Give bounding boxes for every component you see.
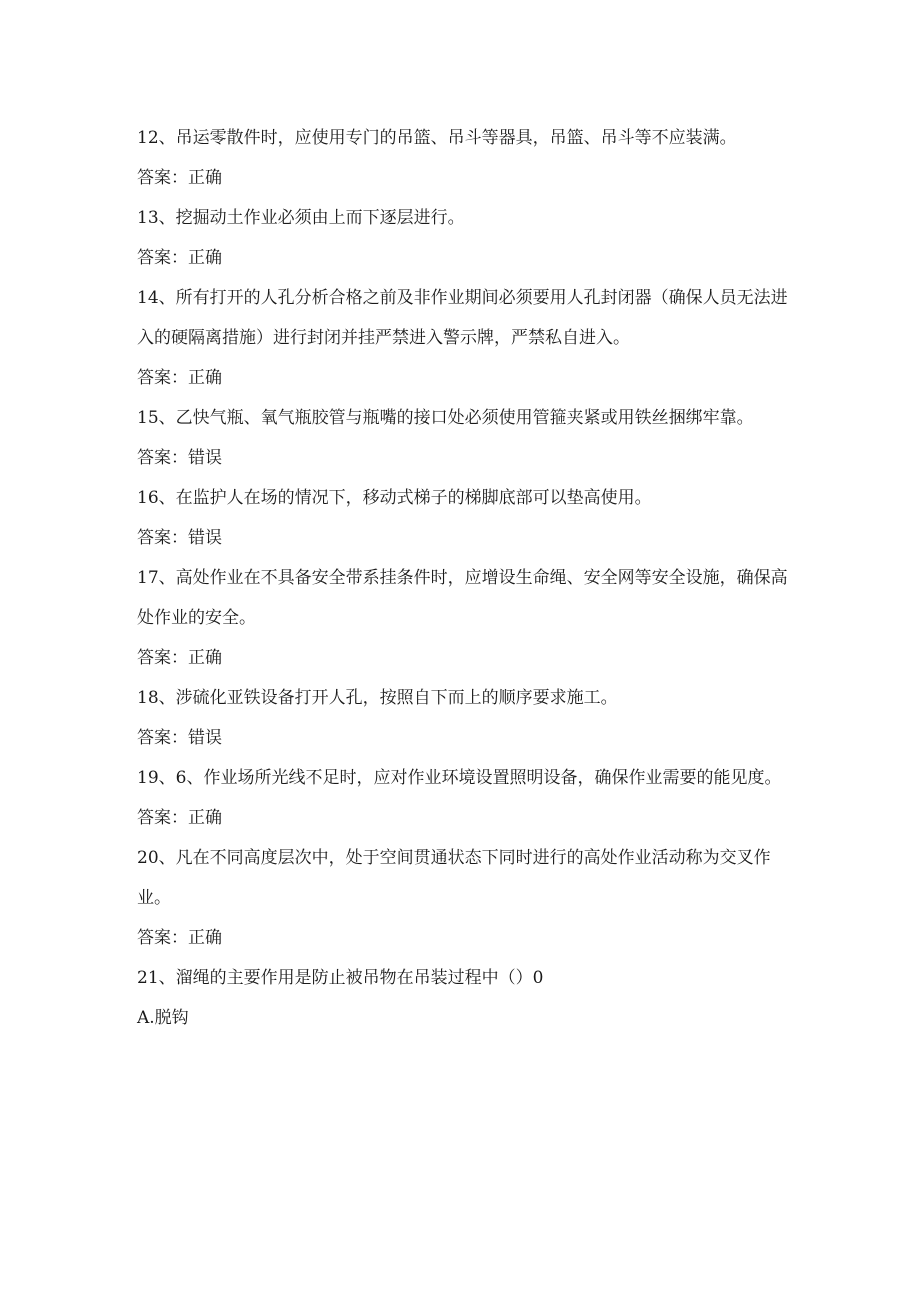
question-14: 14、所有打开的人孔分析合格之前及非作业期间必须要用人孔封闭器（确保人员无法进入的硬隔离措施）进行封闭并挂严禁进入警示牌，严禁私自进入。 [137, 288, 788, 348]
question-18: 18、涉硫化亚铁设备打开人孔，按照自下而上的顺序要求施工。 [137, 688, 618, 708]
question-20: 20、凡在不同高度层次中，处于空间贯通状态下同时进行的高处作业活动称为交叉作业。 [137, 848, 771, 908]
answer-18: 答案：错误 [137, 728, 222, 748]
question-17: 17、高处作业在不具备安全带系挂条件时，应增设生命绳、安全网等安全设施，确保高处作业的安全。 [137, 568, 788, 628]
question-list [137, 118, 797, 1038]
answer-20: 答案：正确 [137, 928, 222, 948]
answer-13: 答案：正确 [137, 248, 222, 268]
question-15: 15、乙快气瓶、氧气瓶胶管与瓶嘴的接口处必须使用管箍夹紧或用铁丝捆绑牢靠。 [137, 408, 754, 428]
question-21: 21、溜绳的主要作用是防止被吊物在吊装过程中（）0 [137, 968, 544, 988]
question-13: 13、挖掘动土作业必须由上而下逐层进行。 [137, 208, 465, 228]
answer-12: 答案：正确 [137, 168, 222, 188]
answer-19: 答案：正确 [137, 808, 222, 828]
question-19: 19、6、作业场所光线不足时，应对作业环境设置照明设备，确保作业需要的能见度。 [137, 768, 782, 788]
answer-17: 答案：正确 [137, 648, 222, 668]
answer-14: 答案：正确 [137, 368, 222, 388]
answer-15: 答案：错误 [137, 448, 222, 468]
option-a: A.脱钩 [137, 1008, 189, 1028]
question-12: 12、吊运零散件时，应使用专门的吊篮、吊斗等器具，吊篮、吊斗等不应装满。 [137, 128, 737, 148]
question-16: 16、在监护人在场的情况下，移动式梯子的梯脚底部可以垫高使用。 [137, 488, 652, 508]
answer-16: 答案：错误 [137, 528, 222, 548]
